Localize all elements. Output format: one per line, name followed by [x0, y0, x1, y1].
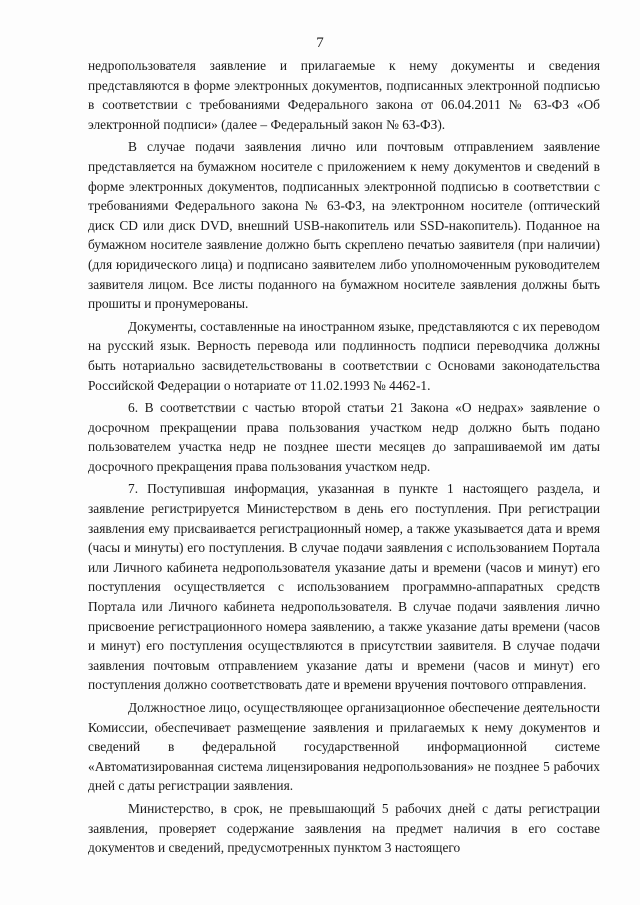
page-number: 7: [316, 35, 324, 51]
paragraph-ministry-check: Министерство, в срок, не превышающий 5 рабочих дней с даты регистрации заявления, проверяет содержание заявления на предмет наличия в его составе документов и сведений, предусмотренных пунктом 3 настоящего: [88, 800, 600, 856]
paragraph-paper-submission: В случае подачи заявления лично или почтовым отправлением заявление представляется на бумажном носителе с приложением к нему документов и сведений в форме электронных документов, подписанных электронной подписью в соответствии с требованиями Федерального закона № 63-ФЗ, на электронном носителе (оптический диск CD или диск DVD, внешний USB-накопитель или SSD-накопитель). Поданное на бумажном носителе заявление должно быть скреплено печатью заявителя (при наличии) (для юридического лица) и подписано заявителем либо уполномоченным руководителем заявителя лицом. Все листы поданного на бумажном носителе заявления должны быть прошиты и пронумерованы.: [88, 139, 600, 312]
document-body: [88, 56, 600, 858]
paragraph-continuation: недропользователя заявление и прилагаемые к нему документы и сведения представляются в форме электронных документов, подписанных электронной подписью в соответствии с требованиями Федерального закона от 06.04.2011 № 63-ФЗ «Об электронной подписи» (далее – Федеральный закон № 63-ФЗ).: [88, 58, 600, 132]
paragraph-official-placement: Должностное лицо, осуществляющее организационное обеспечение деятельности Комиссии, обеспечивает размещение заявления и прилагаемых к нему документов и сведений в федеральной государственной информационной системе «Автоматизированная система лицензирования недропользования» не позднее 5 рабочих дней с даты регистрации заявления.: [88, 700, 600, 794]
paragraph-item-7: 7. Поступившая информация, указанная в пункте 1 настоящего раздела, и заявление регистрируется Министерством в день его поступления. При регистрации заявления ему присваивается регистрационный номер, а также указывается дата и время (часы и минуты) его поступления. В случае подачи заявления с использованием Портала или Личного кабинета недропользователя указание даты и времени (часов и минут) его поступления осуществляется с использованием программно-аппаратных средств Портала или Личного кабинета недропользователя. В случае подачи заявления лично присвоение регистрационного номера заявлению, а также указание даты времени (часов и минут) его поступления осуществляются в присутствии заявителя. В случае подачи заявления почтовым отправлением указание даты и времени (часов и минут) его поступления должно соответствовать дате и времени вручения почтового отправления.: [88, 481, 600, 693]
paragraph-foreign-documents: Документы, составленные на иностранном языке, представляются с их переводом на русский язык. Верность перевода или подлинность подписи переводчика должны быть нотариально засвидетельствованы в соответствии с Основами законодательства Российской Федерации о нотариате от 11.02.1993 № 4462-1.: [88, 318, 600, 393]
paragraph-item-6: 6. В соответствии с частью второй статьи 21 Закона «О недрах» заявление о досрочном прекращении права пользования участком недр должно быть подано пользователем участка недр не позднее шести месяцев до запрашиваемой им даты досрочного прекращения права пользования участком недр.: [88, 400, 600, 474]
